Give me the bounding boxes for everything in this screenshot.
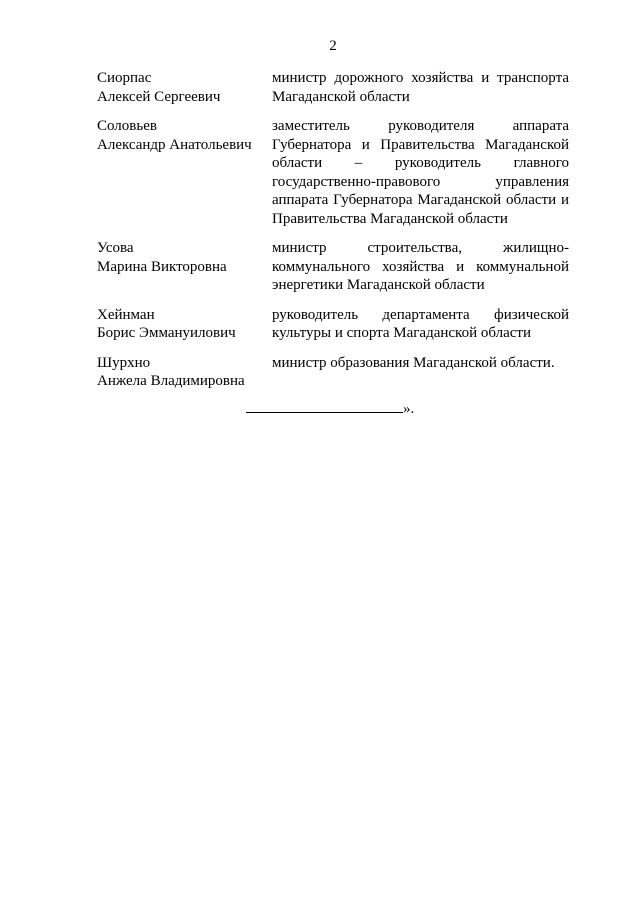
official-given-names: Александр Анатольевич <box>97 136 252 153</box>
official-name-block <box>97 117 272 228</box>
official-surname: Соловьев <box>97 118 157 134</box>
signature-rule <box>246 399 403 413</box>
official-given-names: Анжела Владимировна <box>97 373 245 389</box>
official-surname: Шурхно <box>97 354 151 371</box>
official-entry <box>97 117 569 228</box>
official-name-block <box>97 354 272 391</box>
official-position: заместитель руководителя аппарата Губернатора и Правительства Магаданской области – руководитель главного государственно-правового управления аппарата Губернатора Магаданской области и Правительства Магаданской области <box>272 118 569 227</box>
official-surname: Хейнман <box>97 306 155 323</box>
official-surname: Сиорпас <box>97 70 152 86</box>
official-entry <box>97 69 569 106</box>
page-number: 2 <box>329 38 337 54</box>
official-position: руководитель департамента физической культуры и спорта Магаданской области <box>272 306 569 341</box>
closing-quote-mark: ». <box>403 401 415 417</box>
official-name-block <box>97 306 272 343</box>
official-position: министр строительства, жилищно-коммунального хозяйства и коммунальной энергетики Магаданской области <box>272 240 569 293</box>
closing-line <box>246 399 414 418</box>
official-position: министр дорожного хозяйства и транспорта Магаданской области <box>272 70 569 105</box>
official-name-block <box>97 239 272 295</box>
official-given-names: Марина Викторовна <box>97 258 227 275</box>
official-given-names: Борис Эммануилович <box>97 325 236 341</box>
official-given-names: Алексей Сергеевич <box>97 88 221 105</box>
official-surname: Усова <box>97 240 134 256</box>
official-position: министр образования Магаданской области. <box>272 354 555 371</box>
official-entry <box>97 239 569 295</box>
official-entry <box>97 354 569 391</box>
official-name-block <box>97 69 272 106</box>
official-entry <box>97 306 569 343</box>
officials-list <box>97 69 569 402</box>
